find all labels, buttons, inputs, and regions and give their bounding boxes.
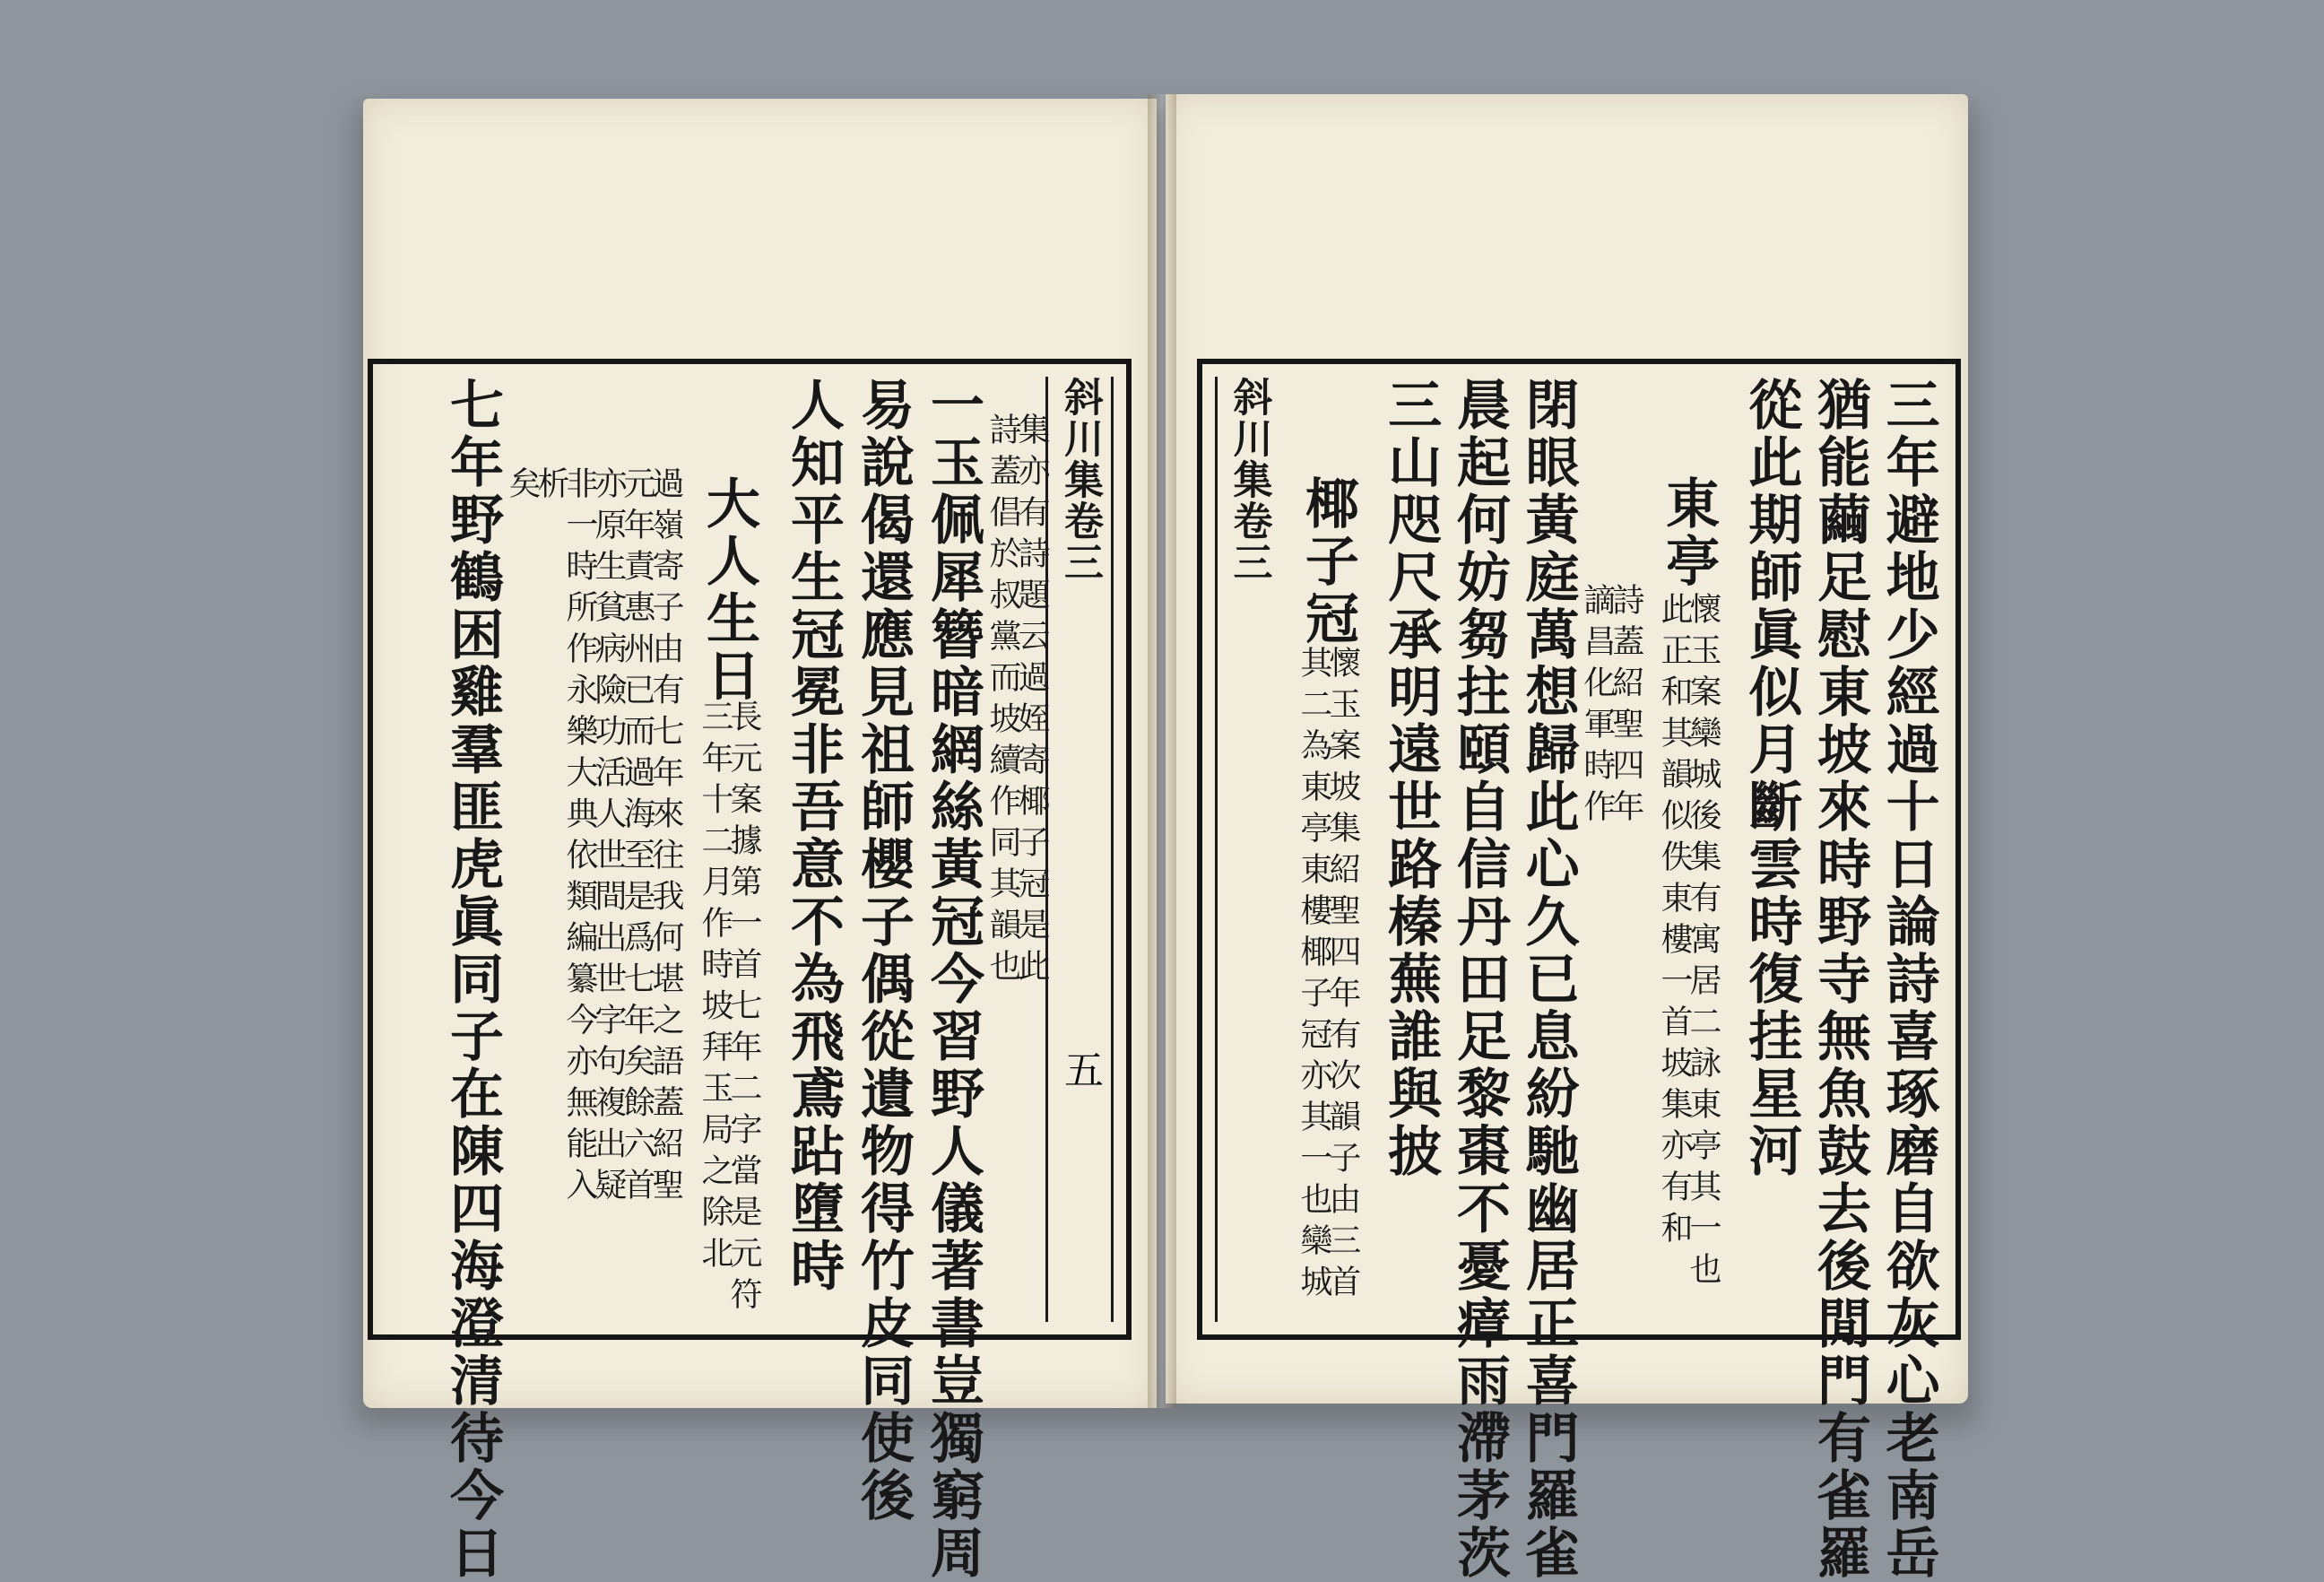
right-col-7 bbox=[1445, 377, 1514, 1582]
text-line: 懷玉案坡集紹聖四年有次韻子由三首 bbox=[1323, 646, 1361, 1306]
text-column: 晨起何妨芻拄頤自信丹田足黎棗不憂瘴雨滯茅茨 bbox=[1447, 377, 1511, 1582]
text-line: 集亦有詩題云過姪寄椰子冠是此 bbox=[1013, 413, 1050, 990]
text-line: 詩蓋紹聖四年 bbox=[1607, 583, 1644, 830]
text-column: 人知平生冠冕非吾意不為飛鳶跕墮時 bbox=[782, 377, 845, 1295]
right-col-9 bbox=[1279, 377, 1376, 1322]
text-line: 謫昌化軍時作 bbox=[1578, 583, 1616, 830]
left-col-5 bbox=[680, 377, 778, 1322]
text-line: 析 bbox=[533, 466, 569, 508]
right-col-4 bbox=[1640, 377, 1737, 1322]
text-column: 三年避地少經過十日論詩喜琢磨自欲灰心老南岳 bbox=[1877, 377, 1940, 1582]
left-col-3 bbox=[848, 377, 918, 1525]
left-col-8 bbox=[504, 377, 569, 1322]
text-line: 亦原生貧病險功活人世間出世字句複出疑 bbox=[590, 466, 627, 1209]
text-column: 閉眼黃庭萬想歸此心久已息紛馳幽居正喜門羅雀 bbox=[1516, 377, 1580, 1582]
left-page-number: 五 bbox=[1057, 1049, 1103, 1089]
text-column: 三山咫尺承明遠世路榛蕪誰與披 bbox=[1379, 377, 1443, 1180]
text-line: 此正和其韻似佚東樓一首坡集亦有和 bbox=[1655, 592, 1693, 1252]
left-col-7 bbox=[561, 377, 627, 1322]
right-center-title: 斜川集卷三 bbox=[1226, 377, 1272, 583]
text-line: 其二為東亭東樓椰子冠亦其一也欒城 bbox=[1295, 646, 1332, 1306]
left-col-1 bbox=[984, 377, 1050, 1322]
text-line: 三年十二月作時坡拜玉局之除北 bbox=[697, 700, 733, 1277]
text-line: 懷玉案欒城後集有寓居二詠東亭其一也 bbox=[1684, 592, 1721, 1293]
text-line: 非一時所作永樂大典依類編纂今亦無能入 bbox=[561, 466, 598, 1209]
text-column: 七年野鶴困雞羣匪虎眞同子在陳四海澄清待今日 bbox=[441, 377, 504, 1582]
poem-title: 大人生日 bbox=[698, 475, 760, 705]
book-gutter bbox=[1148, 94, 1176, 1408]
text-column: 易說偈還應見祖師櫻子偶從遺物得竹皮同使後 bbox=[852, 377, 915, 1525]
text-line: 過嶺寄子由有七年來往我何堪之語蓋紹聖 bbox=[647, 466, 684, 1209]
left-col-2 bbox=[918, 377, 988, 1582]
left-col-4 bbox=[778, 377, 848, 1322]
left-center-column bbox=[1045, 377, 1114, 1322]
text-column: 從此期師眞似月斷雲時復挂星河 bbox=[1739, 377, 1803, 1180]
poem-title: 椰子冠 bbox=[1296, 475, 1359, 648]
left-col-6 bbox=[619, 377, 684, 1322]
left-center-title: 斜川集卷三 bbox=[1057, 377, 1103, 583]
text-line: 矣 bbox=[504, 466, 541, 508]
right-col-1 bbox=[1874, 377, 1943, 1582]
right-col-3 bbox=[1737, 377, 1806, 1322]
right-col-2 bbox=[1806, 377, 1875, 1582]
left-col-9 bbox=[438, 377, 507, 1582]
right-col-8 bbox=[1376, 377, 1445, 1322]
right-page-frame bbox=[1197, 359, 1961, 1582]
right-col-6 bbox=[1513, 377, 1583, 1582]
text-line: 詩蓋倡於叔黨而坡續作同其韻也 bbox=[984, 413, 1021, 990]
text-column: 一玉佩犀簪暗網絲黃冠今習野人儀著書豈獨窮周 bbox=[922, 377, 984, 1582]
text-line: 元年責惠州已而過海至是爲七年矣餘六首 bbox=[619, 466, 655, 1209]
right-center-column bbox=[1215, 377, 1279, 1322]
poem-title: 東亭 bbox=[1656, 475, 1720, 590]
text-column: 猶能繭足慰東坡來時野寺無魚鼓去後閒門有雀羅 bbox=[1808, 377, 1872, 1582]
text-line: 長元案據第一首七年二字當是元符 bbox=[725, 700, 762, 1318]
right-col-5 bbox=[1578, 377, 1644, 1322]
left-page-frame bbox=[368, 359, 1132, 1582]
